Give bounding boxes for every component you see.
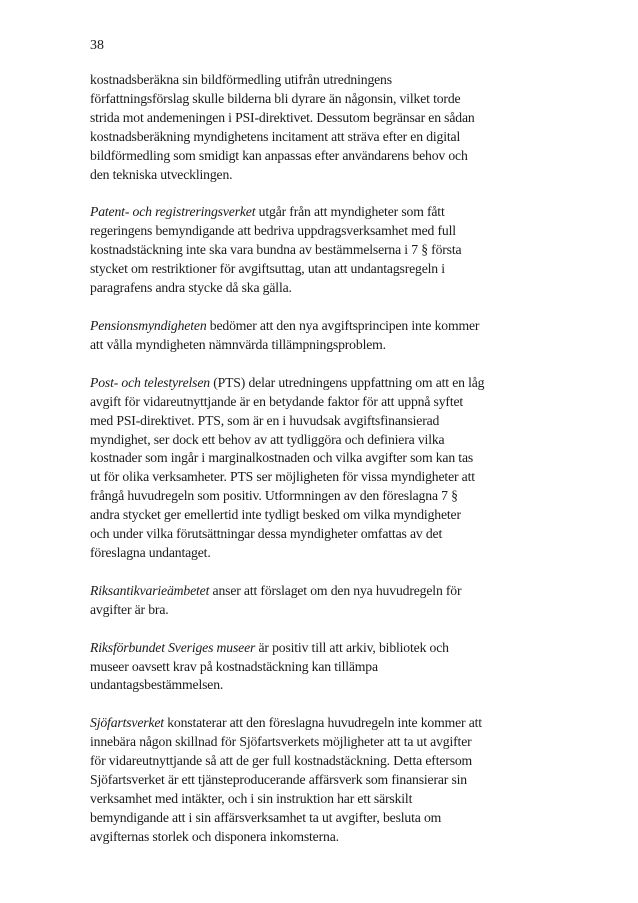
text-line — [90, 71, 495, 90]
organization-name: Sjöfartsverket — [90, 715, 164, 731]
text-line — [90, 601, 495, 620]
organization-name: Pensionsmyndigheten — [90, 317, 207, 333]
text-line — [90, 147, 495, 166]
paragraph — [90, 714, 495, 846]
paragraph — [90, 374, 495, 563]
text-line — [90, 790, 495, 809]
text-line — [90, 809, 495, 828]
line-text: frångå huvudregeln som positiv. Utformningen av den föreslagna 7 § — [90, 488, 458, 504]
line-text: Sjöfartsverket är ett tjänsteproducerande affärsverk som finansierar sin — [90, 772, 467, 788]
text-line — [90, 525, 495, 544]
line-text: undantagsbestämmelsen. — [90, 677, 224, 693]
text-line — [90, 828, 495, 847]
text-line — [90, 468, 495, 487]
line-text: med PSI-direktivet. PTS, som är en i huvudsak avgiftsfinansierad — [90, 412, 440, 428]
text-line — [90, 676, 495, 695]
line-text: den tekniska utvecklingen. — [90, 166, 233, 182]
text-line — [90, 449, 495, 468]
line-text: innebära någon skillnad för Sjöfartsverkets möjligheter att ta ut avgifter — [90, 734, 472, 750]
text-line — [90, 128, 495, 147]
line-text: myndighet, ser dock ett behov av att tydliggöra och definiera vilka — [90, 431, 445, 447]
body-text — [90, 71, 495, 866]
line-text: avgifter är bra. — [90, 601, 169, 617]
text-line — [90, 487, 495, 506]
line-text: anser att förslaget om den nya huvudregeln för — [209, 582, 462, 598]
text-line — [90, 733, 495, 752]
line-text: författningsförslag skulle bilderna bli dyrare än någonsin, vilket torde — [90, 90, 461, 106]
text-line — [90, 374, 495, 393]
line-text: bemyndigande att i sin affärsverksamhet ta ut avgifter, besluta om — [90, 809, 442, 825]
line-text: kostnader som ingår i marginalkostnaden och vilka avgifter som kan tas — [90, 450, 474, 466]
line-text: ut för olika verksamheter. PTS ser möjligheten för vissa myndigheter att — [90, 469, 475, 485]
text-line — [90, 412, 495, 431]
text-line — [90, 582, 495, 601]
text-line — [90, 279, 495, 298]
line-text: (PTS) delar utredningens uppfattning om att en låg — [209, 374, 485, 390]
line-text: avgift för vidareutnyttjande är en betydande faktor för att uppnå syftet — [90, 393, 464, 409]
paragraph — [90, 71, 495, 184]
paragraph — [90, 639, 495, 696]
line-text: för vidareutnyttjande så att de ger full kostnadstäckning. Detta eftersom — [90, 753, 473, 769]
paragraph — [90, 582, 495, 620]
organization-name: Patent- och registreringsverket — [90, 204, 256, 220]
text-line — [90, 393, 495, 412]
line-text: museer oavsett krav på kostnadstäckning kan tillämpa — [90, 658, 378, 674]
line-text: konstaterar att den föreslagna huvudregeln inte kommer att — [163, 715, 482, 731]
line-text: bedömer att den nya avgiftsprincipen inte kommer — [206, 317, 480, 333]
line-text: kostnadstäckning inte ska vara bundna av bestämmelserna i 7 § första — [90, 242, 462, 258]
paragraph — [90, 317, 495, 355]
line-text: utgår från att myndigheter som fått — [255, 204, 445, 220]
text-line — [90, 166, 495, 185]
line-text: strida mot andemeningen i PSI-direktivet. Dessutom begränsar en sådan — [90, 109, 475, 125]
line-text: föreslagna undantaget. — [90, 544, 211, 560]
text-line — [90, 506, 495, 525]
text-line — [90, 241, 495, 260]
text-line — [90, 203, 495, 222]
text-line — [90, 658, 495, 677]
text-line — [90, 317, 495, 336]
text-line — [90, 752, 495, 771]
line-text: bildförmedling som smidigt kan anpassas efter användarens behov och — [90, 147, 468, 163]
line-text: kostnadsberäkning myndighetens incitament att sträva efter en digital — [90, 128, 461, 144]
text-line — [90, 771, 495, 790]
organization-name: Post- och telestyrelsen — [90, 374, 210, 390]
line-text: avgifternas storlek och disponera inkomsterna. — [90, 828, 339, 844]
organization-name: Riksantikvarieämbetet — [90, 582, 210, 598]
line-text: andra stycket ger emellertid inte tydligt besked om vilka myndigheter — [90, 507, 461, 523]
line-text: regeringens bemyndigande att bedriva uppdragsverksamhet med full — [90, 223, 456, 239]
page-number: 38 — [90, 38, 104, 53]
text-line — [90, 544, 495, 563]
line-text: verksamhet med intäkter, och i sin instruktion har ett särskilt — [90, 791, 413, 806]
text-line — [90, 431, 495, 450]
text-line — [90, 222, 495, 241]
text-line — [90, 336, 495, 355]
line-text: och under vilka förutsättningar dessa myndigheter omfattas av det — [90, 526, 443, 542]
text-line — [90, 639, 495, 658]
text-line — [90, 260, 495, 279]
text-line — [90, 714, 495, 733]
line-text: paragrafens andra stycke då ska gälla. — [90, 280, 292, 296]
text-line — [90, 109, 495, 128]
line-text: stycket om restriktioner för avgiftsuttag, utan att undantagsregeln i — [90, 261, 445, 277]
line-text: är positiv till att arkiv, bibliotek och — [255, 639, 449, 655]
line-text: att vålla myndigheten nämnvärda tillämpningsproblem. — [90, 336, 386, 352]
text-line — [90, 90, 495, 109]
paragraph — [90, 203, 495, 298]
organization-name: Riksförbundet Sveriges museer — [90, 639, 256, 655]
line-text: kostnadsberäkna sin bildförmedling utifrån utredningens — [90, 72, 392, 87]
